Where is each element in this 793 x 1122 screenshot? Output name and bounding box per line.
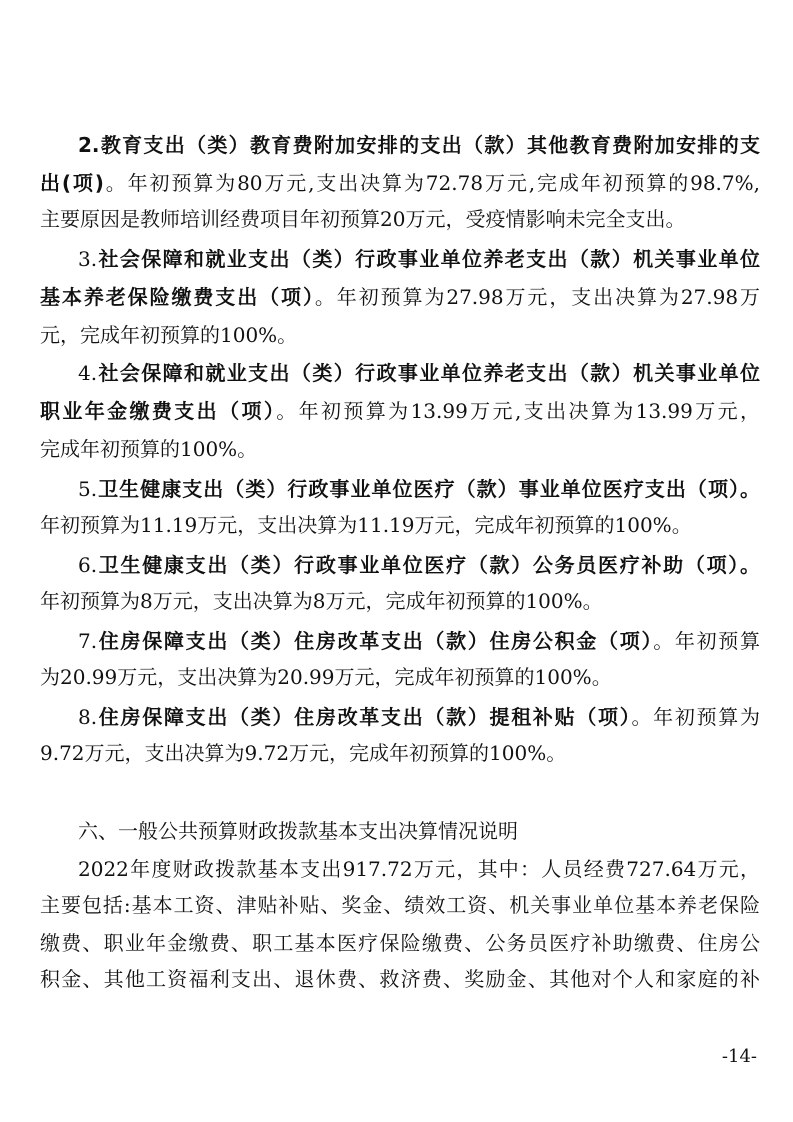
item-7-text: 。年初预算	[653, 629, 761, 653]
item-3-title: 社会保障和就业支出（类）行政事业单位养老支出（款）机关事业单位	[97, 247, 760, 271]
item-8-line-1	[78, 704, 760, 730]
section-paragraph-line-4: 积金、其他工资福利支出、退休费、救济费、奖励金、其他对个人和家庭的补	[40, 967, 760, 991]
item-3-line-3: 元，完成年初预算的100%。	[40, 323, 298, 347]
item-4-title: 社会保障和就业支出（类）行政事业单位养老支出（款）机关事业单位	[97, 361, 760, 385]
section-paragraph-line-3: 缴费、职业年金缴费、职工基本医疗保险缴费、公务员医疗补助缴费、住房公	[40, 931, 760, 955]
item-7-number: 7.	[78, 629, 98, 653]
item-2-line-2	[40, 170, 760, 196]
item-8-title: 住房保障支出（类）住房改革支出（款）提租补贴（项）	[97, 705, 632, 729]
item-2-title-end: 出(项)	[40, 171, 104, 195]
item-2-text: 。年初预算为80万元,支出决算为72.78万元,完成年初预算的98.7%,	[103, 171, 760, 195]
item-4-text: 。年初预算为13.99万元,支出决算为13.99万元，	[276, 399, 761, 423]
item-5-line-2: 年初预算为11.19万元，支出决算为11.19万元，完成年初预算的100%。	[40, 513, 692, 537]
item-8-text: 。年初预算为	[631, 705, 761, 729]
item-5-title: 卫生健康支出（类）行政事业单位医疗（款）事业单位医疗支出（项）。	[97, 477, 760, 501]
item-4-line-2	[40, 398, 760, 424]
item-7-line-1	[78, 628, 760, 654]
item-3-line-1	[78, 246, 760, 272]
item-5-line-1	[78, 476, 760, 502]
item-4-line-1	[78, 360, 760, 386]
item-3-number: 3.	[78, 247, 98, 271]
item-8-line-2: 9.72万元，支出决算为9.72万元，完成年初预算的100%。	[40, 741, 567, 765]
item-8-number: 8.	[78, 705, 98, 729]
item-5-number: 5.	[78, 477, 98, 501]
page-number: -14-	[721, 1046, 757, 1067]
item-3-title-end: 基本养老保险缴费支出（项）	[40, 285, 315, 309]
item-6-line-1	[78, 552, 760, 578]
item-7-line-2: 为20.99万元，支出决算为20.99万元，完成年初预算的100%。	[40, 665, 612, 689]
section-paragraph-line-1: 2022年度财政拨款基本支出917.72万元，其中：人员经费727.64万元，	[78, 857, 760, 881]
section-paragraph-line-2: 主要包括:基本工资、津贴补贴、奖金、绩效工资、机关事业单位基本养老保险	[40, 893, 760, 917]
item-4-line-3: 完成年初预算的100%。	[40, 437, 258, 461]
item-2-line-3: 主要原因是教师培训经费项目年初预算20万元，受疫情影响未完全支出。	[40, 207, 686, 231]
item-2-line-1: 2.教育支出（类）教育费附加安排的支出（款）其他教育费附加安排的支	[78, 133, 760, 157]
item-6-line-2: 年初预算为8万元，支出决算为8万元，完成年初预算的100%。	[40, 589, 603, 613]
item-4-title-end: 职业年金缴费支出（项）	[40, 399, 277, 423]
item-4-number: 4.	[78, 361, 98, 385]
item-6-number: 6.	[78, 553, 98, 577]
item-3-line-2	[40, 284, 760, 310]
section-heading: 六、一般公共预算财政拨款基本支出决算情况说明	[78, 819, 518, 843]
item-7-title: 住房保障支出（类）住房改革支出（款）住房公积金（项）	[97, 629, 654, 653]
item-3-text: 。年初预算为27.98万元，支出决算为27.98万	[314, 285, 760, 309]
item-6-title: 卫生健康支出（类）行政事业单位医疗（款）公务员医疗补助（项）。	[97, 553, 760, 577]
